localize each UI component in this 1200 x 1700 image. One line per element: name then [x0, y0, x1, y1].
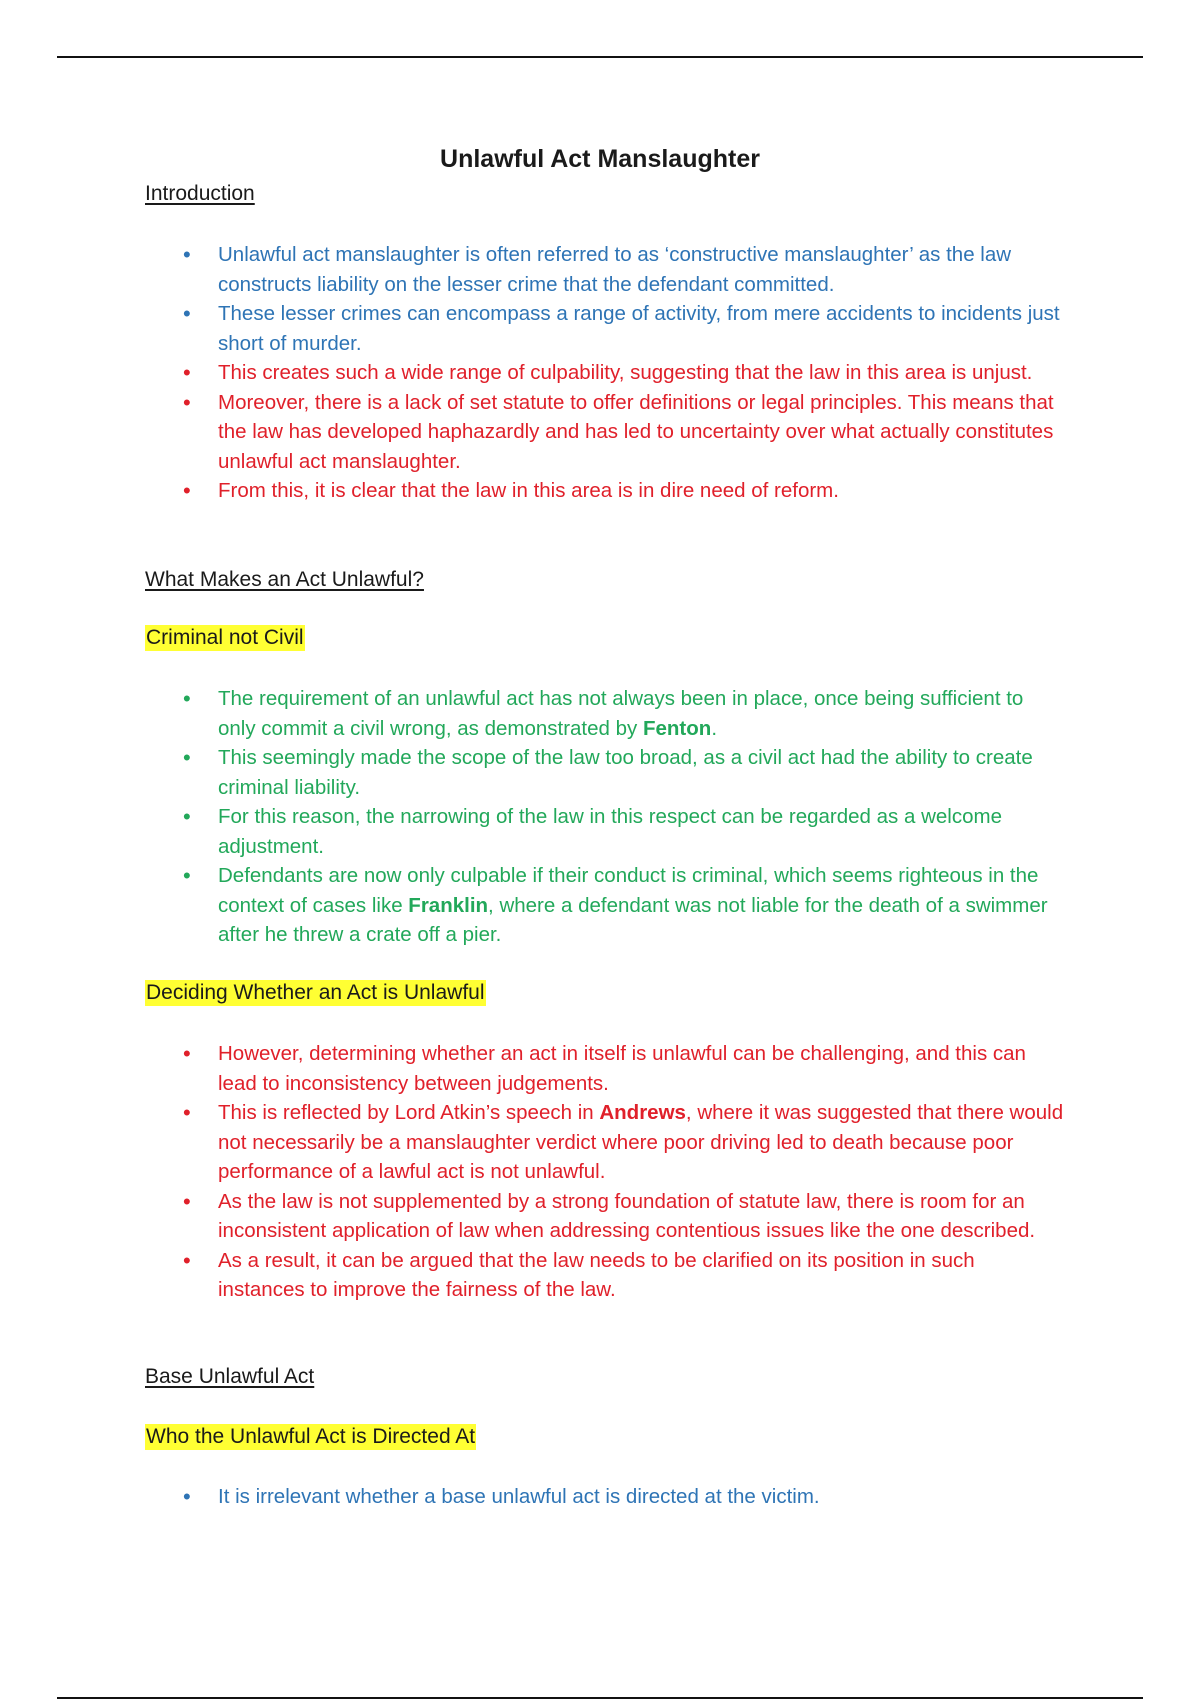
list-item-text: Moreover, there is a lack of set statute to offer definitions or legal principles. This means that the law has developed haphazardly and has led to uncertainty over what actually constitutes unlawful act manslaughter.: [218, 390, 1054, 473]
bullet-icon: •: [183, 242, 191, 267]
list-item-text: This seemingly made the scope of the law too broad, as a civil act had the ability to create criminal liability.: [218, 746, 1033, 799]
case-name-franklin: Franklin: [408, 893, 489, 917]
list-item-text: However, determining whether an act in itself is unlawful can be challenging, and this can lead to inconsistency between judgements.: [218, 1042, 1026, 1095]
bullet-icon: •: [183, 686, 191, 711]
list-item-text: Unlawful act manslaughter is often referred to as ‘constructive manslaughter’ as the law constructs liability on the lesser crime that the defendant committed.: [218, 243, 1012, 296]
bullet-icon: •: [183, 1484, 191, 1509]
heading-base-unlawful-act: Base Unlawful Act: [145, 1365, 315, 1388]
list-item-text: This creates such a wide range of culpability, suggesting that the law in this area is unjust.: [218, 361, 1033, 384]
list-item: [145, 240, 1065, 299]
heading-deciding-unlawful: Deciding Whether an Act is Unlawful: [146, 981, 485, 1004]
heading-who-directed-at: Who the Unlawful Act is Directed At: [146, 1425, 476, 1448]
list-item-text: These lesser crimes can encompass a range of activity, from mere accidents to incidents just short of murder.: [218, 302, 1060, 355]
list-item: [145, 861, 1065, 950]
heading-what-makes-unlawful: What Makes an Act Unlawful?: [145, 568, 424, 591]
list-item: [145, 476, 1065, 506]
list-item-text: Defendants are now only culpable if their conduct is criminal, which seems righteous in the context of cases like: [218, 864, 1039, 917]
bullet-icon: •: [183, 863, 191, 888]
top-rule: [57, 56, 1143, 58]
criminal-not-civil-list: [145, 684, 1065, 950]
list-item-text: , where a defendant was not liable for the death of a swimmer after he threw a crate off a pier.: [218, 893, 1048, 946]
bullet-icon: •: [183, 301, 191, 326]
case-name-andrews: Andrews: [599, 1101, 686, 1124]
list-item-text: .: [711, 716, 718, 740]
bullet-icon: •: [183, 1041, 191, 1066]
list-item-text: For this reason, the narrowing of the law in this respect can be regarded as a welcome adjustment.: [218, 805, 1002, 858]
introduction-list: [145, 240, 1065, 506]
list-item-text: , where it was suggested that there would not necessarily be a manslaughter verdict where poor driving led to death because poor performance of a lawful act is not unlawful.: [218, 1101, 1064, 1183]
bottom-rule: [57, 1697, 1143, 1699]
bullet-icon: •: [183, 478, 191, 503]
heading-criminal-not-civil: Criminal not Civil: [146, 626, 304, 649]
case-name-fenton: Fenton: [642, 716, 712, 740]
directed-at-list: [145, 1482, 1065, 1512]
list-item-text: This is reflected by Lord Atkin’s speech in: [218, 1101, 600, 1124]
list-item-text: As a result, it can be argued that the law needs to be clarified on its position in such instances to improve the fairness of the law.: [218, 1248, 975, 1301]
bullet-icon: •: [183, 1188, 191, 1214]
list-item: [145, 684, 1065, 743]
heading-introduction: Introduction: [145, 182, 255, 205]
bullet-icon: •: [183, 745, 191, 770]
list-item: [145, 802, 1065, 861]
page-title: Unlawful Act Manslaughter: [440, 145, 760, 173]
deciding-list: [145, 1039, 1065, 1305]
list-item-text: From this, it is clear that the law in this area is in dire need of reform.: [218, 479, 839, 502]
list-item: [145, 743, 1065, 802]
list-item: [145, 388, 1065, 477]
list-item: [145, 1039, 1065, 1098]
bullet-icon: •: [183, 1100, 191, 1125]
list-item: [145, 299, 1065, 358]
bullet-icon: •: [183, 360, 191, 385]
bullet-icon: •: [183, 1247, 191, 1273]
list-item: [145, 1098, 1065, 1187]
list-item: [145, 1482, 1065, 1512]
list-item-text: It is irrelevant whether a base unlawful act is directed at the victim.: [218, 1485, 820, 1508]
list-item-text: As the law is not supplemented by a strong foundation of statute law, there is room for an inconsistent application of law when addressing contentious issues like the one described.: [218, 1189, 1036, 1242]
list-item-text: The requirement of an unlawful act has not always been in place, once being sufficient to only commit a civil wrong, as demonstrated by: [218, 687, 1024, 740]
bullet-icon: •: [183, 389, 191, 415]
list-item: [145, 358, 1065, 388]
list-item: [145, 1187, 1065, 1246]
list-item: [145, 1246, 1065, 1305]
bullet-icon: •: [183, 804, 191, 829]
